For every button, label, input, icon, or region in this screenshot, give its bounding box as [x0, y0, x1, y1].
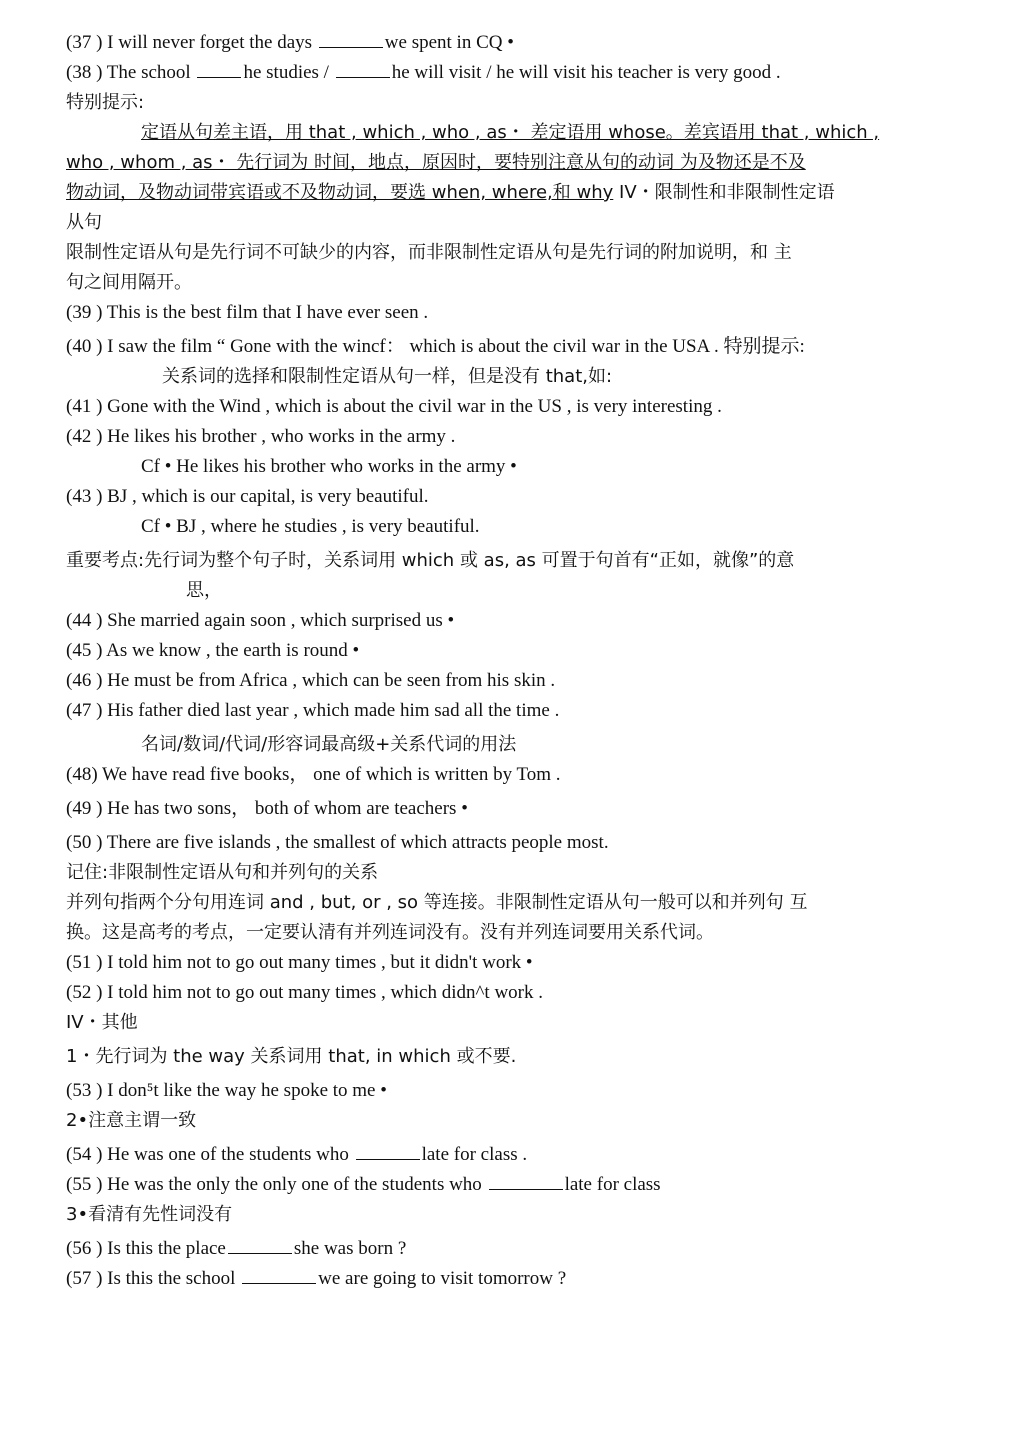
- example-45: (45 ) As we know , the earth is round •: [66, 640, 360, 661]
- example-text: (55 ) He was the only the only one of the students who: [66, 1174, 482, 1195]
- section-heading-cont: 从句: [66, 212, 102, 233]
- compare-43: Cf • BJ , where he studies , is very beautiful.: [141, 516, 480, 537]
- example-37: [66, 28, 956, 58]
- example-47: (47 ) His father died last year , which made him sad all the time .: [66, 700, 560, 721]
- answer-blank: [319, 29, 383, 48]
- point-1: 1・先行词为 the way 关系词用 that, in which 或不要.: [66, 1046, 517, 1067]
- example-text: we spent in CQ •: [384, 32, 514, 53]
- note-text: 关系词的选择和限制性定语从句一样，但是没有 that,如:: [162, 366, 613, 387]
- example-40: (40 ) I saw the film “ Gone with the wincf： which is about the civil war in the USA . 特别提示:: [66, 336, 805, 357]
- example-54: [66, 1140, 956, 1170]
- example-text: (38 ) The school: [66, 62, 191, 83]
- example-text: (54 ) He was one of the students who: [66, 1144, 349, 1165]
- example-text: (56 ) Is this the place: [66, 1238, 226, 1259]
- section-heading: IV・限制性和非限制性定语: [613, 182, 835, 203]
- example-49: (49 ) He has two sons， both of whom are teachers •: [66, 798, 468, 819]
- example-text: (37 ) I will never forget the days: [66, 32, 313, 53]
- example-44: (44 ) She married again soon , which surprised us •: [66, 610, 455, 631]
- example-55: [66, 1170, 956, 1200]
- usage-heading: 名词/数词/代词/形容词最高级+关系代词的用法: [141, 734, 517, 755]
- example-text: he will visit / he will visit his teacher is very good .: [391, 62, 781, 83]
- example-57: [66, 1264, 956, 1294]
- point-2: 2•注意主谓一致: [66, 1110, 197, 1131]
- example-41: (41 ) Gone with the Wind , which is about the civil war in the US , is very interesting .: [66, 396, 722, 417]
- answer-blank: [197, 59, 241, 78]
- key-point-cont: 思，: [186, 580, 222, 601]
- example-53: (53 ) I don⁵t like the way he spoke to me •: [66, 1080, 387, 1101]
- section-heading: IV・其他: [66, 1012, 138, 1033]
- tip-paragraph: [66, 178, 956, 208]
- answer-blank: [228, 1235, 292, 1254]
- tip-paragraph: [66, 118, 956, 148]
- example-text: he studies /: [243, 62, 329, 83]
- tip-paragraph: [66, 148, 956, 178]
- example-56: [66, 1234, 956, 1264]
- example-text: late for class .: [421, 1144, 528, 1165]
- example-42: (42 ) He likes his brother , who works in the army .: [66, 426, 456, 447]
- example-43: (43 ) BJ , which is our capital, is very beautiful.: [66, 486, 429, 507]
- remember-text: 换。这是高考的考点，一定要认清有并列连词没有。没有并列连词要用关系代词。: [66, 922, 714, 943]
- tip-text: who , whom , as・ 先行词为 时间，地点，原因时，要特别注意从句的动词 为及物还是不及: [66, 152, 806, 173]
- remember-text: 并列句指两个分句用连词 and , but, or , so 等连接。非限制性定语从句一般可以和并列句 互: [66, 892, 808, 913]
- document-page: [66, 28, 956, 1294]
- example-text: (57 ) Is this the school: [66, 1268, 236, 1289]
- compare-42: Cf • He likes his brother who works in the army •: [141, 456, 517, 477]
- example-38: [66, 58, 956, 88]
- example-text: we are going to visit tomorrow ?: [318, 1268, 567, 1289]
- answer-blank: [242, 1265, 316, 1284]
- answer-blank: [356, 1141, 420, 1160]
- tip-heading: 特别提示:: [66, 92, 145, 113]
- example-39: (39 ) This is the best film that I have ever seen .: [66, 302, 429, 323]
- example-text: she was born ?: [293, 1238, 407, 1259]
- point-3: 3•看清有先性词没有: [66, 1204, 233, 1225]
- remember-heading: 记住:非限制性定语从句和并列句的关系: [66, 862, 379, 883]
- example-50: (50 ) There are five islands , the smallest of which attracts people most.: [66, 832, 609, 853]
- key-point: 重要考点:先行词为整个句子时，关系词用 which 或 as, as 可置于句首有“正如，就像”的意: [66, 550, 795, 571]
- definition-text: 限制性定语从句是先行词不可缺少的内容，而非限制性定语从句是先行词的附加说明，和 主: [66, 242, 792, 263]
- answer-blank: [489, 1171, 563, 1190]
- definition-text: 句之间用隔开。: [66, 272, 192, 293]
- tip-text: 定语从句差主语，用 that , which , who , as・ 差定语用 whose。差宾语用 that , which ,: [141, 122, 880, 143]
- example-52: (52 ) I told him not to go out many times , which didn^t work .: [66, 982, 544, 1003]
- example-48: (48) We have read five books， one of which is written by Tom .: [66, 764, 561, 785]
- tip-text: 物动词，及物动词带宾语或不及物动词，要选 when, where,和 why: [66, 182, 614, 203]
- example-51: (51 ) I told him not to go out many times , but it didn't work •: [66, 952, 533, 973]
- example-text: late for class: [564, 1174, 661, 1195]
- answer-blank: [336, 59, 390, 78]
- example-46: (46 ) He must be from Africa , which can be seen from his skin .: [66, 670, 556, 691]
